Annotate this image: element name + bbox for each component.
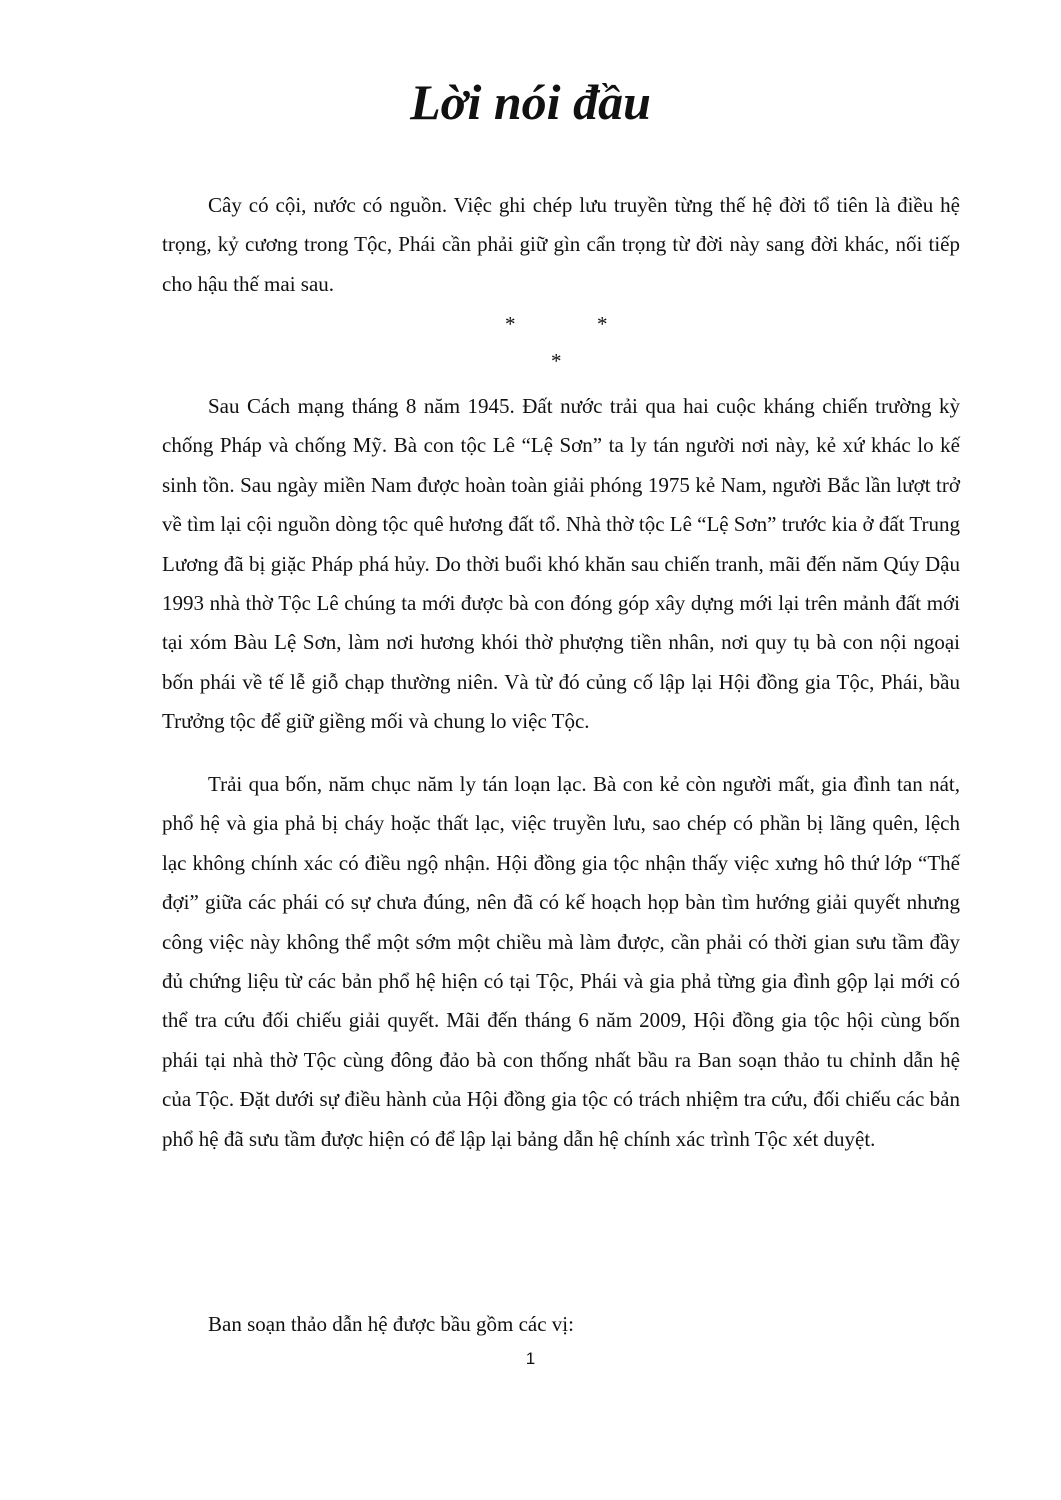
page-number: 1 bbox=[525, 1349, 536, 1368]
paragraph: Sau Cách mạng tháng 8 năm 1945. Đất nước trải qua hai cuộc kháng chiến trường kỳ chống Pháp và chống Mỹ. Bà con tộc Lê “Lệ Sơn” ta ly tán người nơi này, kẻ xứ khác lo kế sinh tồn. Sau ngày miền Nam được hoàn toàn giải phóng 1975 kẻ Nam, người Bắc lần lượt trở về tìm lại cội nguồn dòng tộc quê hương đất tổ. Nhà thờ tộc Lê “Lệ Sơn” trước kia ở đất Trung Lương đã bị giặc Pháp phá hủy. Do thời buổi khó khăn sau chiến tranh, mãi đến năm Qúy Dậu 1993 nhà thờ Tộc Lê chúng ta mới được bà con đóng góp xây dựng mới lại trên mảnh đất mới tại xóm Bàu Lệ Sơn, làm nơi hương khói thờ phượng tiền nhân, nơi quy tụ bà con nội ngoại bốn phái về tế lễ giỗ chạp thường niên. Và từ đó củng cố lập lại Hội đồng gia Tộc, Phái, bầu Trưởng tộc để giữ giềng mối và chung lo việc Tộc. bbox=[162, 394, 960, 734]
paragraph-block-3 bbox=[162, 765, 960, 1159]
page-title: Lời nói đầu bbox=[410, 74, 651, 130]
separator-star: * bbox=[597, 312, 608, 336]
paragraph: Trải qua bốn, năm chục năm ly tán loạn lạc. Bà con kẻ còn người mất, gia đình tan nát, phổ hệ và gia phả bị cháy hoặc thất lạc, việc truyền lưu, sao chép có phần bị lãng quên, lệch lạc không chính xác có điều ngộ nhận. Hội đồng gia tộc nhận thấy việc xưng hô thứ lớp “Thế đợi” giữa các phái có sự chưa đúng, nên đã có kế hoạch họp bàn tìm hướng giải quyết nhưng công việc này không thể một sớm một chiều mà làm được, cần phải có thời gian sưu tầm đầy đủ chứng liệu từ các bản phổ hệ hiện có tại Tộc, Phái và gia phả từng gia đình gộp lại mới có thể tra cứu đối chiếu giải quyết. Mãi đến tháng 6 năm 2009, Hội đồng gia tộc hội cùng bốn phái tại nhà thờ Tộc cùng đông đảo bà con thống nhất bầu ra Ban soạn thảo tu chỉnh dẫn hệ của Tộc. Đặt dưới sự điều hành của Hội đồng gia tộc có trách nhiệm tra cứu, đối chiếu các bản phổ hệ đã sưu tầm được hiện có để lập lại bảng dẫn hệ chính xác trình Tộc xét duyệt. bbox=[162, 772, 960, 1151]
paragraph-block-2 bbox=[162, 387, 960, 742]
separator-star: * bbox=[551, 349, 562, 373]
committee-intro: Ban soạn thảo dẫn hệ được bầu gồm các vị: bbox=[208, 1312, 574, 1336]
paragraph: Cây có cội, nước có nguồn. Việc ghi chép lưu truyền từng thế hệ đời tổ tiên là điều hệ trọng, kỷ cương trong Tộc, Phái cần phải giữ gìn cẩn trọng từ đời này sang đời khác, nối tiếp cho hậu thế mai sau. bbox=[162, 193, 960, 296]
paragraph-block-1 bbox=[162, 186, 960, 304]
separator-star: * bbox=[505, 312, 516, 336]
